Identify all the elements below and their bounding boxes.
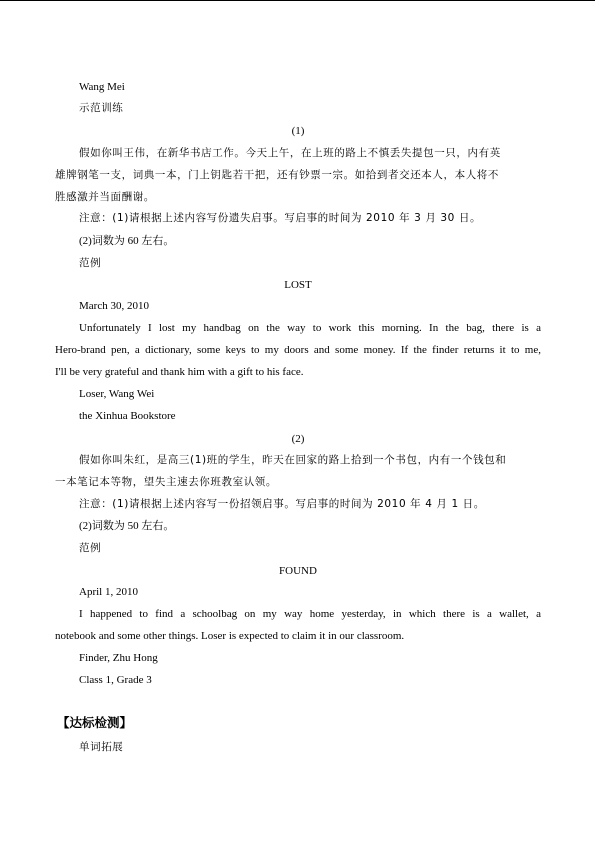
- notice-signature: Finder, Zhu Hong: [79, 652, 158, 664]
- notice-date: April 1, 2010: [79, 586, 138, 598]
- notice-signature: the Xinhua Bookstore: [79, 410, 176, 422]
- section-number: (2): [291, 433, 305, 445]
- text-line: 注意：(1)请根据上述内容写一份招领启事。写启事的时间为 2010 年 4 月 1 日。: [79, 498, 485, 510]
- text-line: 范例: [79, 257, 102, 269]
- notice-title: FOUND: [279, 565, 317, 577]
- text-line: Unfortunately I lost my handbag on the way to work this morning. In the bag, there is a: [79, 322, 541, 334]
- text-line: 胜感激并当面酬谢。: [55, 191, 155, 203]
- notice-date: March 30, 2010: [79, 300, 149, 312]
- text-line: I happened to find a schoolbag on my way home yesterday, in which there is a wallet, a: [79, 608, 541, 620]
- notice-title: LOST: [284, 279, 312, 291]
- text-line: Wang Mei: [79, 81, 125, 93]
- notice-signature: Class 1, Grade 3: [79, 674, 152, 686]
- section-number: (1): [291, 125, 305, 137]
- notice-signature: Loser, Wang Wei: [79, 388, 155, 400]
- text-line: 一本笔记本等物，望失主速去你班教室认领。: [55, 476, 277, 488]
- text-line: (2)词数为 50 左右。: [79, 520, 175, 532]
- text-line: 单词拓展: [79, 741, 124, 753]
- text-line: 注意：(1)请根据上述内容写份遗失启事。写启事的时间为 2010 年 3 月 30 日。: [79, 212, 482, 224]
- text-line: I'll be very grateful and thank him with a gift to his face.: [55, 366, 304, 378]
- text-line: (2)词数为 60 左右。: [79, 235, 175, 247]
- text-line: 假如你叫朱红，是高三(1)班的学生，昨天在回家的路上拾到一个书包，内有一个钱包和: [79, 454, 507, 466]
- text-line: 范例: [79, 542, 102, 554]
- text-line: Hero-brand pen, a dictionary, some keys to my doors and some money. If the finder returns it to me,: [55, 344, 541, 356]
- section-heading: 【达标检测】: [57, 715, 133, 730]
- text-line: 示范训练: [79, 102, 124, 114]
- page-top-rule: [0, 0, 595, 1]
- text-line: 假如你叫王伟，在新华书店工作。今天上午，在上班的路上不慎丢失提包一只，内有英: [79, 147, 501, 159]
- text-line: 雄牌钢笔一支，词典一本，门上钥匙若干把，还有钞票一宗。如拾到者交还本人，本人将不: [55, 169, 499, 181]
- text-line: notebook and some other things. Loser is expected to claim it in our classroom.: [55, 630, 405, 642]
